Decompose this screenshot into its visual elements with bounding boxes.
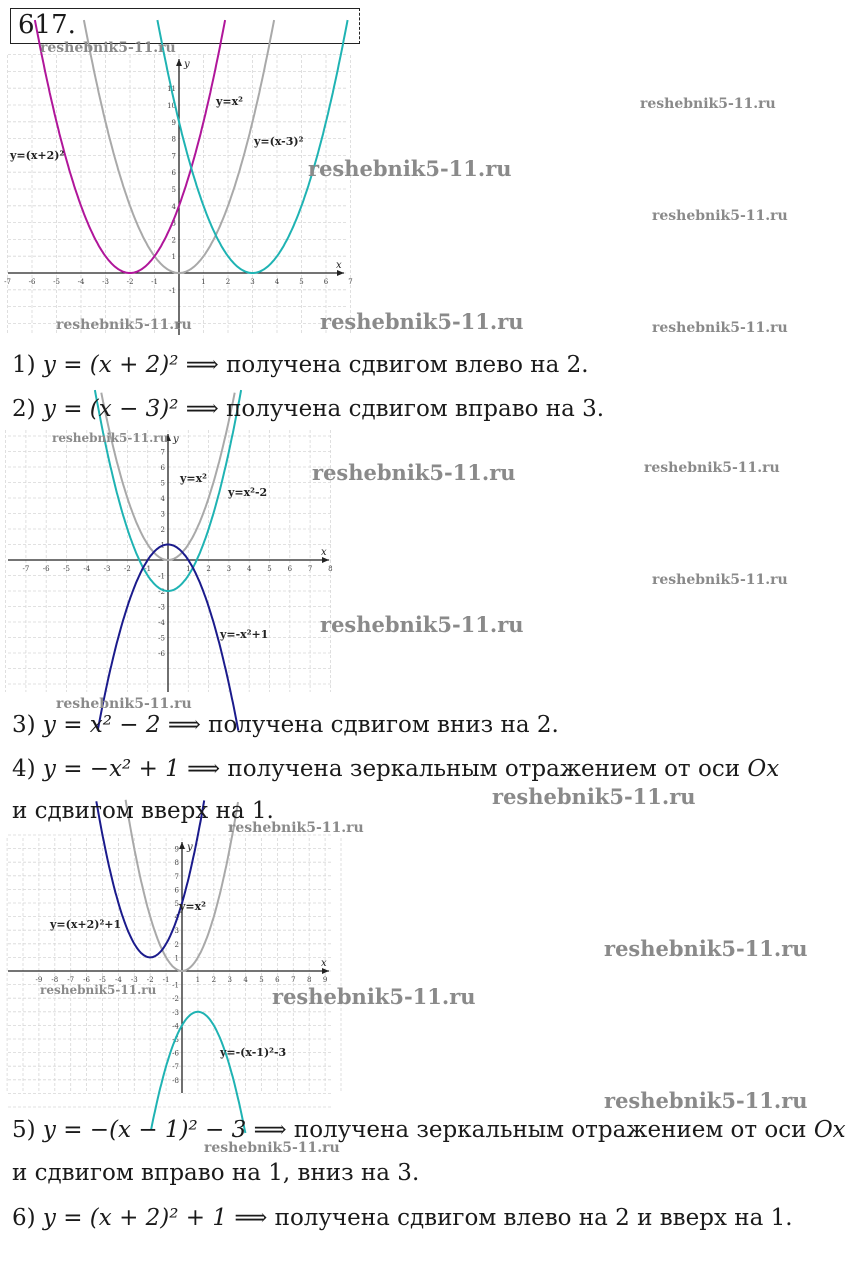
answer-text: ⟹ получена сдвигом влево на 2. <box>185 352 589 378</box>
x-tick-label: 7 <box>307 565 313 573</box>
x-tick-label: -7 <box>4 278 11 286</box>
watermark: reshebnik5-11.ru <box>228 820 364 836</box>
y-tick-label: 2 <box>174 940 179 949</box>
label-y-x2-minus-2: y=x²-2 <box>228 486 268 499</box>
answer-text: ⟹ получена сдвигом влево на 2 и вверх на 1. <box>234 1205 793 1231</box>
watermark: reshebnik5-11.ru <box>308 156 512 181</box>
answer-number: 1) <box>12 352 36 378</box>
answer-2 <box>12 396 604 422</box>
answer-number: 6) <box>12 1205 36 1231</box>
x-tick-label: 5 <box>267 565 272 573</box>
x-tick-label: 6 <box>323 278 329 286</box>
answer-5-continuation: и сдвигом вправо на 1, вниз на 3. <box>12 1160 420 1186</box>
watermark: reshebnik5-11.ru <box>56 696 192 712</box>
y-axis-arrow <box>179 842 185 849</box>
graph-1 <box>4 55 353 335</box>
task-number: 617. <box>18 10 76 40</box>
y-tick-label: 1 <box>174 954 179 963</box>
x-tick-label: -5 <box>63 565 70 573</box>
y-tick-label: 3 <box>160 510 165 519</box>
watermark: reshebnik5-11.ru <box>56 317 192 333</box>
x-tick-label: -3 <box>103 565 111 573</box>
x-tick-label: 1 <box>186 565 191 573</box>
x-tick-label: 2 <box>206 565 211 573</box>
y-tick-label: 3 <box>174 927 179 936</box>
x-tick-label: -6 <box>42 565 50 573</box>
answer-text: ⟹ получена сдвигом вправо на 3. <box>185 396 605 422</box>
x-tick-label: -3 <box>130 976 138 984</box>
label-y-neg-x2-plus-1: y=-x²+1 <box>220 628 269 641</box>
y-tick-label: 1 <box>171 253 176 262</box>
answer-3 <box>12 712 559 738</box>
x-tick-label: -7 <box>67 976 75 984</box>
watermark: reshebnik5-11.ru <box>40 40 176 56</box>
y-tick-label: -1 <box>158 572 165 581</box>
watermark: reshebnik5-11.ru <box>652 208 788 224</box>
y-tick-label: -5 <box>172 1036 179 1044</box>
label-y-x2: y=x² <box>179 900 206 913</box>
watermark: reshebnik5-11.ru <box>320 612 524 637</box>
label-y-x-minus-3-squared: y=(x-3)² <box>254 135 304 148</box>
y-tick-label: -6 <box>158 650 165 658</box>
answer-text: ⟹ получена зеркальным отражением от оси <box>187 756 741 782</box>
y-tick-label: -1 <box>172 981 179 990</box>
answer-formula: y = −(x − 1)² − 3 <box>42 1117 247 1143</box>
y-tick-label: 4 <box>160 495 165 503</box>
answer-formula: y = (x + 2)² + 1 <box>42 1205 228 1231</box>
x-tick-label: -4 <box>83 565 91 573</box>
y-tick-label: 3 <box>171 219 176 228</box>
y-tick-label: 1 <box>160 541 165 550</box>
answer-formula: y = (x + 2)² <box>42 352 179 378</box>
label-y-x-plus-2-squared-plus-1: y=(x+2)²+1 <box>50 918 122 931</box>
y-tick-label: -3 <box>158 603 165 612</box>
x-tick-label: -3 <box>102 278 109 286</box>
y-tick-label: -3 <box>172 1008 179 1017</box>
x-tick-label: 6 <box>287 565 293 573</box>
answer-6 <box>12 1205 793 1231</box>
y-tick-label: 10 <box>167 102 176 110</box>
y-tick-label: 11 <box>167 85 176 94</box>
x-tick-label: -4 <box>77 278 85 286</box>
watermark: reshebnik5-11.ru <box>312 460 516 485</box>
answer-1 <box>12 352 589 378</box>
y-tick-label: -4 <box>158 619 165 627</box>
x-tick-label: -5 <box>99 976 106 984</box>
x-tick-label: 3 <box>227 976 232 984</box>
x-tick-label: 7 <box>348 278 353 286</box>
answer-number: 4) <box>12 756 36 782</box>
grid <box>6 430 333 692</box>
y-tick-label: 9 <box>171 118 176 127</box>
y-tick-label: -6 <box>172 1049 179 1058</box>
y-tick-label: 6 <box>171 169 176 178</box>
graph-2 <box>8 430 333 692</box>
answer-text: ⟹ получена сдвигом вниз на 2. <box>167 712 559 738</box>
x-tick-label: 7 <box>291 976 296 984</box>
y-tick-label: 5 <box>171 186 176 194</box>
x-tick-label: 2 <box>211 976 217 984</box>
x-axis-label: x <box>336 260 342 271</box>
x-tick-label: 4 <box>274 278 280 286</box>
x-axis-label: x <box>321 547 327 558</box>
x-tick-label: 1 <box>201 278 206 286</box>
watermark: reshebnik5-11.ru <box>272 984 476 1009</box>
answer-4-continuation: и сдвигом вверх на 1. <box>12 798 274 824</box>
y-tick-label: 5 <box>174 900 179 908</box>
watermark: reshebnik5-11.ru <box>644 460 780 476</box>
y-tick-label: 2 <box>160 526 165 534</box>
watermark: reshebnik5-11.ru <box>204 1140 340 1156</box>
x-tick-label: -2 <box>126 278 134 286</box>
y-axis-label: y <box>187 842 193 853</box>
x-tick-label: 4 <box>246 565 252 573</box>
x-tick-label: 2 <box>225 278 231 286</box>
y-tick-label: -2 <box>172 995 179 1004</box>
y-tick-label: 5 <box>160 479 165 488</box>
x-tick-label: -2 <box>146 976 154 984</box>
x-tick-label: 4 <box>243 976 248 984</box>
x-tick-label: -6 <box>28 278 36 286</box>
x-tick-label: 6 <box>275 976 280 984</box>
y-axis-label: y <box>173 434 179 445</box>
answer-number: 2) <box>12 396 36 422</box>
watermark: reshebnik5-11.ru <box>604 1088 808 1113</box>
y-tick-label: -8 <box>172 1076 179 1085</box>
x-tick-label: 5 <box>259 976 264 984</box>
y-tick-label: -7 <box>172 1063 179 1072</box>
x-axis-label: x <box>321 958 327 969</box>
y-tick-label: 6 <box>174 886 179 895</box>
label-y-x2: y=x² <box>180 472 207 485</box>
y-axis-label: y <box>184 59 190 70</box>
x-tick-label: 1 <box>195 976 201 984</box>
answer-formula: y = (x − 3)² <box>42 396 179 422</box>
watermark: reshebnik5-11.ru <box>652 572 788 588</box>
y-axis-arrow <box>176 59 182 66</box>
y-tick-label: 9 <box>174 845 179 854</box>
watermark: reshebnik5-11.ru <box>640 96 776 112</box>
y-tick-label: 7 <box>174 872 179 881</box>
watermark: reshebnik5-11.ru <box>52 431 169 445</box>
y-tick-label: 8 <box>171 135 176 144</box>
y-tick-label: -1 <box>169 286 176 295</box>
x-tick-label: -1 <box>162 976 170 984</box>
x-tick-label: 3 <box>226 565 232 573</box>
axis-name: Ox <box>813 1117 846 1143</box>
x-tick-label: -1 <box>151 278 158 286</box>
y-tick-label: -4 <box>172 1022 179 1031</box>
x-tick-label: -1 <box>144 565 152 573</box>
y-tick-label: 7 <box>171 152 176 161</box>
x-tick-label: 9 <box>322 976 328 984</box>
watermark: reshebnik5-11.ru <box>320 309 524 334</box>
x-tick-label: -7 <box>22 565 30 573</box>
watermark: reshebnik5-11.ru <box>40 983 157 997</box>
x-tick-label: 3 <box>250 278 255 286</box>
answer-formula: y = x² − 2 <box>42 712 161 738</box>
x-tick-label: -8 <box>51 976 59 984</box>
axis-name: Ox <box>747 756 780 782</box>
answer-number: 3) <box>12 712 36 738</box>
graph-3 <box>8 838 333 1093</box>
x-tick-label: -4 <box>114 976 122 984</box>
watermark: reshebnik5-11.ru <box>652 320 788 336</box>
answer-4 <box>12 756 779 782</box>
y-tick-label: 4 <box>171 202 176 211</box>
answer-formula: y = −x² + 1 <box>42 756 180 782</box>
x-tick-label: -6 <box>83 976 91 984</box>
y-tick-label: 6 <box>160 464 165 472</box>
y-tick-label: -5 <box>158 634 165 643</box>
x-tick-label: 8 <box>306 976 312 984</box>
y-tick-label: 4 <box>174 913 179 922</box>
x-tick-label: -2 <box>123 565 131 573</box>
answer-number: 5) <box>12 1117 36 1143</box>
y-tick-label: 8 <box>174 859 179 868</box>
x-tick-label: -5 <box>53 278 60 286</box>
y-tick-label: 7 <box>160 448 165 457</box>
answer-text: ⟹ получена зеркальным отражением от оси <box>253 1117 807 1143</box>
x-tick-label: 8 <box>328 565 333 573</box>
watermark: reshebnik5-11.ru <box>492 784 696 809</box>
label-y-neg-x-minus-1-squared-minus-3: y=-(x-1)²-3 <box>220 1046 287 1059</box>
y-tick-label: 2 <box>171 236 176 245</box>
x-tick-label: 5 <box>299 278 304 286</box>
label-y-x2: y=x² <box>216 95 243 108</box>
label-y-x-plus-2-squared: y=(x+2)² <box>10 149 65 162</box>
answer-5 <box>12 1117 846 1143</box>
watermark: reshebnik5-11.ru <box>604 936 808 961</box>
y-tick-label: -2 <box>158 588 165 596</box>
x-tick-label: -9 <box>35 976 43 984</box>
